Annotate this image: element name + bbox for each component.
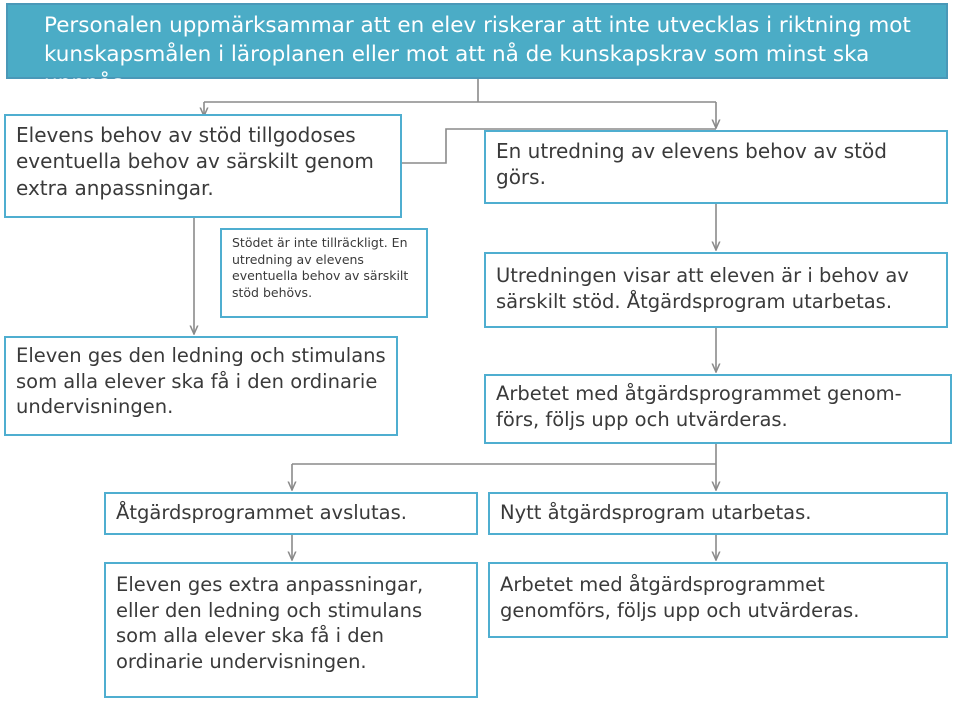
investigation-box: En utredning av elevens behov av stöd görs.: [484, 130, 948, 204]
program-ended-box: Åtgärdsprogrammet avslutas.: [104, 492, 478, 535]
trigger-box: Personalen uppmärksammar att en elev riskerar att inte utvecklas i riktning mot kunskapsmålen i läroplanen eller mot att nå de kunskapskrav som minst ska uppnås.: [6, 3, 948, 79]
guidance-box: Eleven ges den ledning och stimulans som alla elever ska få i den ordinarie undervisningen.: [4, 336, 398, 436]
connector-header-split: [204, 79, 716, 102]
insufficient-note-box: Stödet är inte tillräckligt. En utredning av elevens eventuella behov av särskilt stöd behövs.: [220, 228, 428, 318]
new-program-box: Nytt åtgärdsprogram utarbetas.: [488, 492, 948, 535]
extra-support-box: Elevens behov av stöd tillgodoses eventuella behov av särskilt genom extra anpassningar.: [4, 114, 402, 218]
new-program-implemented-box: Arbetet med åtgärdsprogrammet genomförs, följs upp och utvärderas.: [488, 562, 948, 638]
extra-or-guidance-box: Eleven ges extra anpassningar, eller den ledning och stimulans som alla elever ska få i den ordinarie undervisningen.: [104, 562, 478, 698]
connector-program-split: [292, 444, 716, 464]
special-needs-box: Utredningen visar att eleven är i behov av särskilt stöd. Åtgärdsprogram utarbetas.: [484, 252, 948, 328]
program-implemented-box: Arbetet med åtgärdsprogrammet genom-förs, följs upp och utvärderas.: [484, 374, 952, 444]
